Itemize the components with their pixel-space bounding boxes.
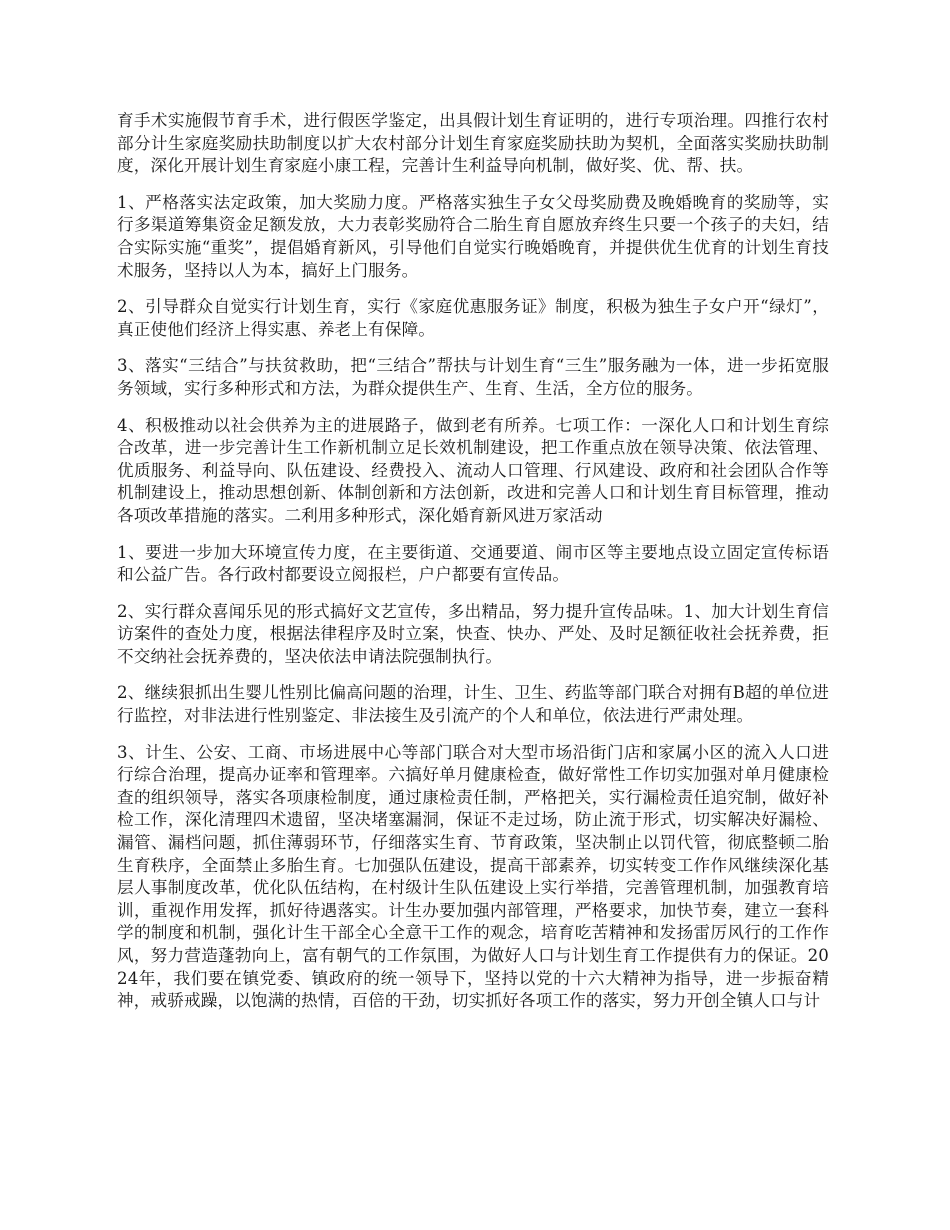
- paragraph-item-2-guidance: 2、引导群众自觉实行计划生育，实行《家庭优惠服务证》制度，积极为独生子女户开“绿灯”，真正使他们经济上得实惠、养老上有保障。: [117, 297, 829, 339]
- paragraph-item-1-publicity: 1、要进一步加大环境宣传力度，在主要街道、交通要道、闹市区等主要地点设立固定宣传标语和公益广告。各行政村都要设立阅报栏，户户都要有宣传品。: [117, 542, 829, 585]
- paragraph-item-2-gender-ratio: 2、继续狠抓出生婴儿性别比偏高问题的治理，计生、卫生、药监等部门联合对拥有B超的单位进行监控，对非法进行性别鉴定、非法接生及引流产的个人和单位，依法进行严肃处理。: [117, 683, 829, 726]
- paragraph-item-1-rewards: 1、严格落实法定政策，加大奖励力度。严格落实独生子女父母奖励费及晚婚晚育的奖励等，实行多渠道筹集资金足额发放，大力表彰奖励符合二胎生育自愿放弃终生只要一个孩子的夫妇，结合实际实施“重奖”，提倡婚育新风，引导他们自觉实行晚婚晚育，并提供优生优育的计划生育技术服务，坚持以人为本，搞好上门服务。: [117, 192, 829, 280]
- document-page: [117, 110, 829, 1027]
- paragraph-item-4-elderly-support: 4、积极推动以社会供养为主的进展路子，做到老有所养。七项工作：一深化人口和计划生育综合改革，进一步完善计生工作新机制立足长效机制建设，把工作重点放在领导决策、依法管理、优质服务、利益导向、队伍建设、经费投入、流动人口管理、行风建设、政府和社会团队合作等机制建设上，推动思想创新、体制创新和方法创新，改进和完善人口和计划生育目标管理，推动各项改革措施的落实。二利用多种形式，深化婚育新风进万家活动: [117, 415, 829, 525]
- paragraph-intro: 育手术实施假节育手术，进行假医学鉴定，出具假计划生育证明的，进行专项治理。四推行农村部分计生家庭奖励扶助制度以扩大农村部分计划生育家庭奖励扶助为契机，全面落实奖励扶助制度，深化开展计划生育家庭小康工程，完善计生利益导向机制，做好奖、优、帮、扶。: [117, 111, 829, 176]
- paragraph-item-2-cultural-publicity: 2、实行群众喜闻乐见的形式搞好文艺宣传，多出精品，努力提升宣传品味。1、加大计划生育信访案件的查处力度，根据法律程序及时立案，快查、快办、严处、及时足额征收社会抚养费，拒不交纳社会抚养费的，坚决依法申请法院强制执行。: [117, 601, 829, 666]
- paragraph-item-3-population-management: 3、计生、公安、工商、市场进展中心等部门联合对大型市场沿街门店和家属小区的流入人口进行综合治理，提高办证率和管理率。六搞好单月健康检查，做好常性工作切实加强对单月健康检查的组织领导，落实各项康检制度，通过康检责任制，严格把关，实行漏检责任追究制，做好补检工作，深化清理四术遗留，坚决堵塞漏洞，保证不走过场，防止流于形式，切实解决好漏检、漏管、漏档问题，抓住薄弱环节，仔细落实生育、节育政策，坚决制止以罚代管，彻底整顿二胎生育秩序，全面禁止多胎生育。七加强队伍建设，提高干部素养，切实转变工作作风继续深化基层人事制度改革，优化队伍结构，在村级计生队伍建设上实行举措，完善管理机制，加强教育培训，重视作用发挥，抓好待遇落实。计生办要加强内部管理，严格要求，加快节奏，建立一套科学的制度和机制，强化计生干部全心全意干工作的观念，培育吃苦精神和发扬雷厉风行的工作作风，努力营造蓬勃向上，富有朝气的工作氛围，为做好人口与计划生育工作提供有力的保证。2024年，我们要在镇党委、镇政府的统一领导下，坚持以党的十六大精神为指导，进一步振奋精神，戒骄戒躁，以饱满的热情，百倍的干劲，切实抓好各项工作的落实，努力开创全镇人口与计: [117, 742, 829, 1011]
- paragraph-item-3-poverty-relief: 3、落实“三结合”与扶贫救助，把“三结合”帮扶与计划生育“三生”服务融为一体，进一步拓宽服务领域，实行多种形式和方法，为群众提供生产、生育、生活，全方位的服务。: [117, 356, 829, 398]
